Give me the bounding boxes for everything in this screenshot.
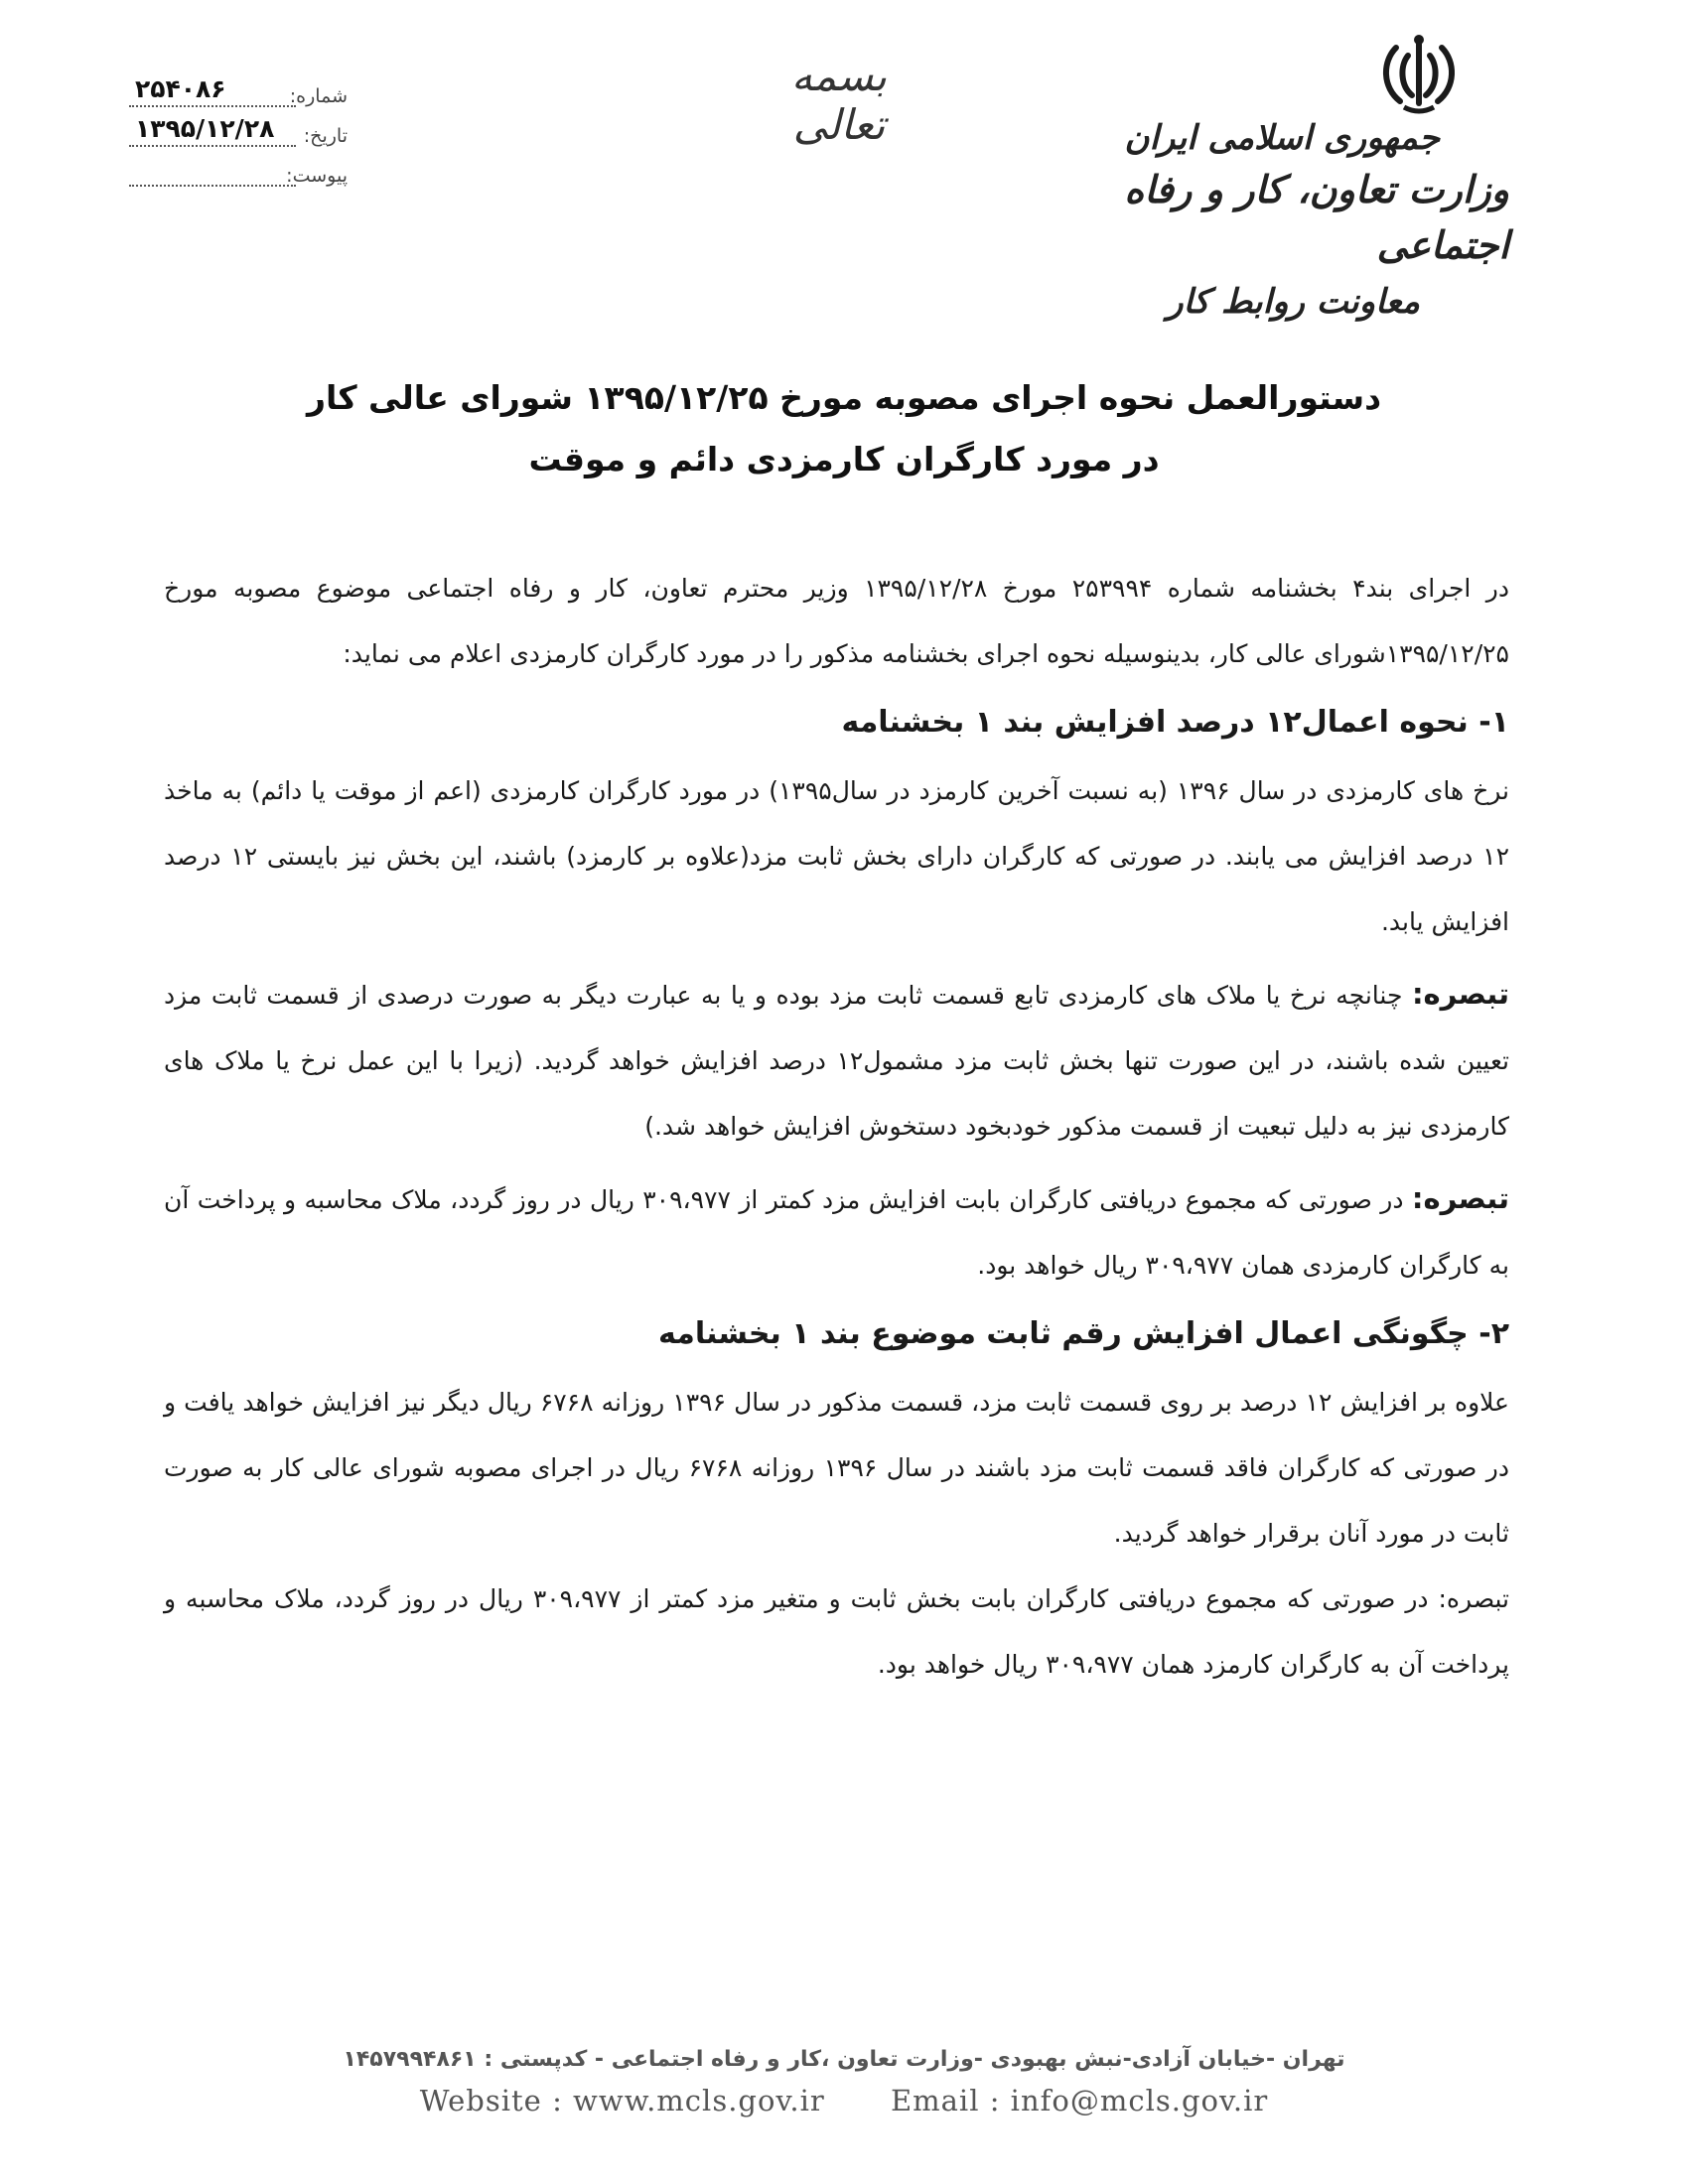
date-label: تاریخ: xyxy=(303,125,348,147)
date-value: ۱۳۹۵/۱۲/۲۸ xyxy=(129,113,296,147)
ministry-letterhead xyxy=(1092,114,1509,331)
document-title xyxy=(179,367,1509,490)
document-body xyxy=(164,556,1509,1698)
note-1-label: تبصره: xyxy=(1411,977,1509,1011)
section-1-paragraph: نرخ های کارمزدی در سال ۱۳۹۶ (به نسبت آخرین کارمزد در سال۱۳۹۵) در مورد کارگران کارمزدی (اعم از موقت یا دائم) به ماخذ ۱۲ درصد افزایش می یابند. در صورتی که کارگران دارای بخش ثابت مزد(علاوه بر کارمزد) باشند، این بخش نیز بایستی ۱۲ درصد افزایش یابد. xyxy=(164,776,1509,936)
attachment-row xyxy=(129,147,348,187)
number-label: شماره: xyxy=(289,85,348,107)
org-line-ministry: وزارت تعاون، کار و رفاه اجتماعی xyxy=(1124,167,1509,267)
footer-address: تهران -خیابان آزادی-نبش بهبودی -وزارت تعاون ،کار و رفاه اجتماعی - کدپستی : ۱۴۵۷۹۹۴۸۶۱ xyxy=(343,2047,1345,2072)
footer-website[interactable]: Website : www.mcls.gov.ir xyxy=(419,2084,825,2117)
section-2-paragraph: علاوه بر افزایش ۱۲ درصد بر روی قسمت ثابت مزد، قسمت مذکور در سال ۱۳۹۶ روزانه ۶۷۶۸ ریال دیگر نیز افزایش خواهد یافت و در صورتی که کارگران فاقد قسمت ثابت مزد باشند در سال ۱۳۹۶ روزانه ۶۷۶۸ ریال در اجرای مصوبه شورای عالی کار به صورت ثابت در مورد آنان برقرار خواهد گردید. xyxy=(164,1388,1509,1548)
number-row xyxy=(129,68,348,107)
note-2-text: در صورتی که مجموع دریافتی کارگران بابت افزایش مزد کمتر از ۳۰۹،۹۷۷ ریال در روز گردد، ملاک محاسبه و پرداخت آن به کارگران کارمزدی همان ۳۰۹،۹۷۷ ریال خواهد بود. xyxy=(164,1185,1509,1280)
attachment-label: پیوست: xyxy=(286,165,348,187)
page-footer xyxy=(298,2040,1390,2121)
section-1-heading: ۱- نحوه اعمال۱۲ درصد افزایش بند ۱ بخشنامه xyxy=(841,705,1509,740)
note-2-label: تبصره: xyxy=(1411,1181,1509,1215)
footer-email[interactable]: Email : info@mcls.gov.ir xyxy=(890,2084,1269,2117)
intro-paragraph: در اجرای بند۴ بخشنامه شماره ۲۵۳۹۹۴ مورخ ۱۳۹۵/۱۲/۲۸ وزیر محترم تعاون، کار و رفاه اجتماعی موضوع مصوبه مورخ ۱۳۹۵/۱۲/۲۵شورای عالی کار، بدینوسیله نحوه اجرای بخشنامه مذکور را در مورد کارگران کارمزدی اعلام می نماید: xyxy=(164,574,1510,668)
iran-emblem-icon xyxy=(1374,30,1464,119)
note-1-text: چنانچه نرخ یا ملاک های کارمزدی تابع قسمت ثابت مزد بوده و یا به عبارت دیگر به صورت درصدی از قسمت ثابت مزد تعیین شده باشند، در این صورت تنها بخش ثابت مزد مشمول۱۲ درصد افزایش خواهد گردید. (زیرا با این عمل نرخ یا ملاک های کارمزدی نیز به دلیل تبعیت از قسمت مذکور خودبخود دستخوش افزایش خواهد شد.) xyxy=(164,981,1509,1141)
footer-contact xyxy=(298,2080,1390,2121)
section-2-heading: ۲- چگونگی اعمال افزایش رقم ثابت موضوع بند ۱ بخشنامه xyxy=(658,1316,1509,1351)
bismillah-heading: بسمه تعالی xyxy=(791,52,887,149)
number-value: ۲۵۴۰۸۶ xyxy=(129,73,296,107)
note-1-paragraph xyxy=(164,961,1509,1160)
title-line-1: دستورالعمل نحوه اجرای مصوبه مورخ ۱۳۹۵/۱۲/۲۵ شورای عالی کار xyxy=(306,378,1382,417)
org-line-deputy: معاونت روابط کار xyxy=(1167,282,1420,322)
title-line-2: در مورد کارگران کارمزدی دائم و موقت xyxy=(528,440,1160,478)
attachment-value xyxy=(129,153,296,187)
letter-metadata xyxy=(129,68,348,187)
note-3-paragraph: تبصره: در صورتی که مجموع دریافتی کارگران بابت بخش ثابت و متغیر مزد کمتر از ۳۰۹،۹۷۷ ریال در روز گردد، ملاک محاسبه و پرداخت آن به کارگران کارمزد همان ۳۰۹،۹۷۷ ریال خواهد بود. xyxy=(164,1584,1509,1679)
date-row xyxy=(129,107,348,147)
org-line-country: جمهوری اسلامی ایران xyxy=(1124,118,1440,158)
note-2-paragraph xyxy=(164,1165,1509,1298)
